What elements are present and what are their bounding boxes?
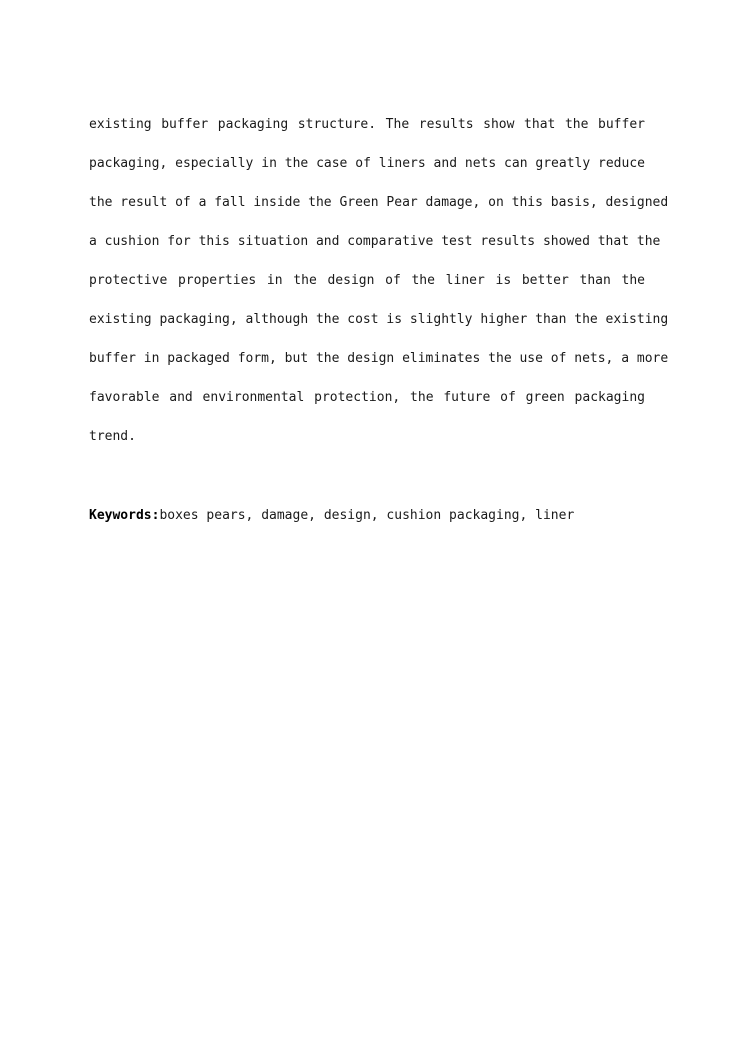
keywords-line: [89, 505, 574, 527]
abstract-line-5: protective properties in the design of the liner is better than the: [89, 273, 645, 288]
keywords-text: boxes pears, damage, design, cushion packaging, liner: [159, 508, 575, 523]
abstract-line-7: buffer in packaged form, but the design eliminates the use of nets, a more: [89, 351, 669, 366]
abstract-line-3: the result of a fall inside the Green Pear damage, on this basis, designed: [89, 195, 669, 210]
abstract-line-1: existing buffer packaging structure. The results show that the buffer: [89, 117, 645, 132]
abstract-line-8: favorable and environmental protection, the future of green packaging: [89, 390, 645, 405]
abstract-line-6: existing packaging, although the cost is slightly higher than the existing: [89, 312, 669, 327]
abstract-line-4: a cushion for this situation and comparative test results showed that the: [89, 234, 661, 249]
abstract-line-2: packaging, especially in the case of liners and nets can greatly reduce: [89, 156, 645, 171]
abstract-line-9: trend.: [89, 429, 136, 444]
abstract-paragraph: [89, 114, 669, 465]
keywords-label: Keywords:: [89, 508, 160, 523]
